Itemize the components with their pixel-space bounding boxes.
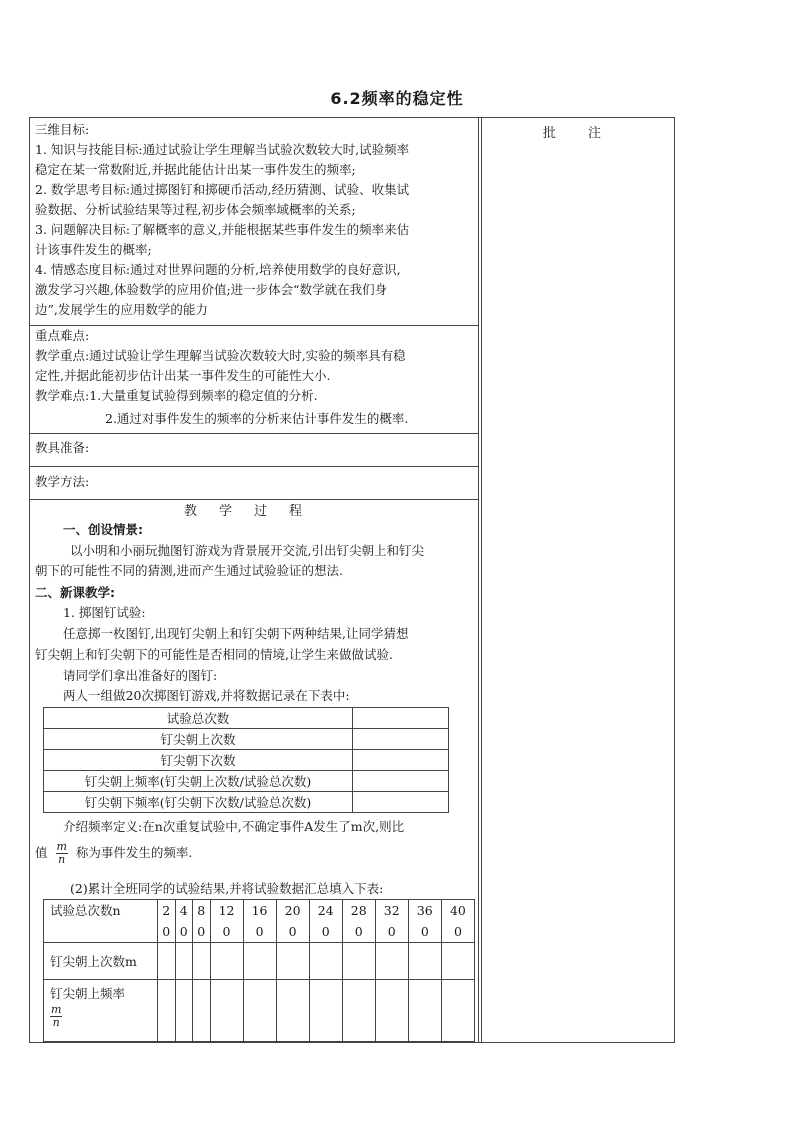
page-title: 6.2频率的稳定性 xyxy=(330,89,464,108)
fraction-numerator: m xyxy=(56,840,67,853)
section2-line: 两人一组做20次掷图钉游戏,并将数据记录在下表中: xyxy=(63,688,350,703)
objective-line: 计该事件发生的概率; xyxy=(35,242,152,257)
trial-count-cell: 28 0 xyxy=(342,900,375,943)
objective-line: 激发学习兴趣,体验数学的应用价值;进一步体会“数学就在我们身 xyxy=(35,282,388,297)
empty-cell xyxy=(309,943,342,980)
header-cell: 试验总次数n xyxy=(44,900,158,943)
empty-cell xyxy=(276,980,309,1042)
empty-cell xyxy=(175,980,193,1042)
notes-column-header: 批 注 xyxy=(542,126,616,141)
trial-count-cell: 4 0 xyxy=(175,900,193,943)
keypoint-line: 教学难点:1.大量重复试验得到频率的稳定值的分析. xyxy=(35,388,318,403)
objectives-heading: 三维目标: xyxy=(35,122,90,137)
empty-cell xyxy=(441,980,474,1042)
section2-line: 1. 掷图钉试验: xyxy=(63,605,146,620)
keypoint-line: 定性,并据此能初步估计出某一事件发生的可能性大小. xyxy=(35,368,331,383)
trial-count-cell: 12 0 xyxy=(210,900,243,943)
frequency-definition-cont xyxy=(35,840,192,866)
column-divider-inner xyxy=(481,118,482,1042)
step2-instruction: (2)累计全班同学的试验结果,并将试验数据汇总填入下表: xyxy=(70,881,384,896)
row-label xyxy=(44,980,158,1042)
frequency-label: 钉尖朝上频率 xyxy=(50,986,126,1001)
table-cell-empty xyxy=(353,729,449,750)
objective-line: 边”,发展学生的应用数学的能力 xyxy=(35,302,208,317)
fraction-numerator: m xyxy=(51,1003,62,1016)
section2-line: 任意掷一枚图钉,出现钉尖朝上和钉尖朝下两种结果,让同学猜想 xyxy=(63,626,409,641)
empty-cell xyxy=(175,943,193,980)
keypoint-line: 教学重点:通过试验让学生理解当试验次数较大时,实验的频率具有稳 xyxy=(35,348,406,363)
definition-prefix: 值 xyxy=(35,845,48,860)
materials-label: 教具准备: xyxy=(35,440,90,455)
table-row xyxy=(44,729,449,750)
empty-cell xyxy=(408,980,441,1042)
objective-line: 3. 问题解决目标:了解概率的意义,并能根据某些事件发生的频率来估 xyxy=(35,222,410,237)
trial-count-cell: 40 0 xyxy=(441,900,474,943)
keypoints-heading: 重点难点: xyxy=(35,328,90,343)
empty-cell xyxy=(276,943,309,980)
objective-line: 4. 情感态度目标:通过对世界问题的分析,培养使用数学的良好意识, xyxy=(35,262,401,277)
row-divider xyxy=(30,433,478,434)
empty-cell xyxy=(243,943,276,980)
empty-cell xyxy=(243,980,276,1042)
table-cell-empty xyxy=(353,792,449,813)
section2-heading: 二、新课教学: xyxy=(35,585,115,600)
trial-count-cell: 2 0 xyxy=(158,900,176,943)
objective-line: 2. 数学思考目标:通过掷图钉和掷硬币活动,经历猜测、试验、收集试 xyxy=(35,182,410,197)
table-cell-label: 钉尖朝下频率(钉尖朝下次数/试验总次数) xyxy=(44,792,353,813)
trial-count-cell: 32 0 xyxy=(375,900,408,943)
empty-cell xyxy=(193,943,211,980)
table-row xyxy=(44,750,449,771)
table-row xyxy=(44,771,449,792)
empty-cell xyxy=(375,943,408,980)
table-cell-label: 钉尖朝下次数 xyxy=(44,750,353,771)
empty-cell xyxy=(342,943,375,980)
table-cell-label: 试验总次数 xyxy=(44,708,353,729)
fraction-denominator: n xyxy=(52,1016,60,1029)
empty-cell xyxy=(210,943,243,980)
method-label: 教学方法: xyxy=(35,474,90,489)
empty-cell xyxy=(158,943,176,980)
empty-cell xyxy=(408,943,441,980)
empty-cell xyxy=(309,980,342,1042)
section2-line: 请同学们拿出准备好的图钉: xyxy=(63,668,218,683)
keypoint-line: 2.通过对事件发生的频率的分析来估计事件发生的概率. xyxy=(105,411,409,426)
m-over-n-fraction xyxy=(56,841,68,866)
table-cell-label: 钉尖朝上频率(钉尖朝上次数/试验总次数) xyxy=(44,771,353,792)
row-label: 钉尖朝上次数m xyxy=(44,943,158,980)
table-cell-label: 钉尖朝上次数 xyxy=(44,729,353,750)
empty-cell xyxy=(158,980,176,1042)
table-cell-empty xyxy=(353,750,449,771)
section1-heading: 一、创设情景: xyxy=(63,522,143,537)
table-cell-empty xyxy=(353,771,449,792)
table-row xyxy=(44,900,475,943)
table-row xyxy=(44,943,475,980)
table-cell-empty xyxy=(353,708,449,729)
section1-line: 朝下的可能性不同的猜测,进而产生通过试验验证的想法. xyxy=(35,563,343,578)
empty-cell xyxy=(210,980,243,1042)
trial-count-cell: 8 0 xyxy=(193,900,211,943)
objective-line: 验数据、分析试验结果等过程,初步体会频率域概率的关系; xyxy=(35,202,356,217)
fraction-denominator: n xyxy=(58,853,66,866)
objective-line: 稳定在某一常数附近,并据此能估计出某一事件发生的频率; xyxy=(35,162,356,177)
section1-line: 以小明和小丽玩抛图钉游戏为背景展开交流,引出钉尖朝上和钉尖 xyxy=(70,543,424,558)
trial-count-cell: 16 0 xyxy=(243,900,276,943)
table-row xyxy=(44,980,475,1042)
process-heading: 教学过程 xyxy=(183,504,324,519)
objective-line: 1. 知识与技能目标:通过试验让学生理解当试验次数较大时,试验频率 xyxy=(35,142,410,157)
lesson-plan-table xyxy=(29,117,675,1043)
row-divider xyxy=(30,466,478,467)
frequency-definition: 介绍频率定义:在n次重复试验中,不确定事件A发生了m次,则比 xyxy=(63,819,405,834)
row-divider xyxy=(30,325,478,326)
table-row xyxy=(44,792,449,813)
column-divider xyxy=(478,118,479,1042)
empty-cell xyxy=(441,943,474,980)
empty-cell xyxy=(375,980,408,1042)
trial-count-cell: 20 0 xyxy=(276,900,309,943)
definition-suffix: 称为事件发生的频率. xyxy=(75,845,193,860)
empty-cell xyxy=(193,980,211,1042)
section2-line: 钉尖朝上和钉尖朝下的可能性是否相同的情境,让学生来做做试验. xyxy=(35,647,393,662)
class-results-table xyxy=(43,899,475,1042)
table-row xyxy=(44,708,449,729)
trial-count-cell: 24 0 xyxy=(309,900,342,943)
pin-trial-table xyxy=(43,707,449,813)
m-over-n-fraction xyxy=(50,1004,62,1029)
trial-count-cell: 36 0 xyxy=(408,900,441,943)
empty-cell xyxy=(342,980,375,1042)
